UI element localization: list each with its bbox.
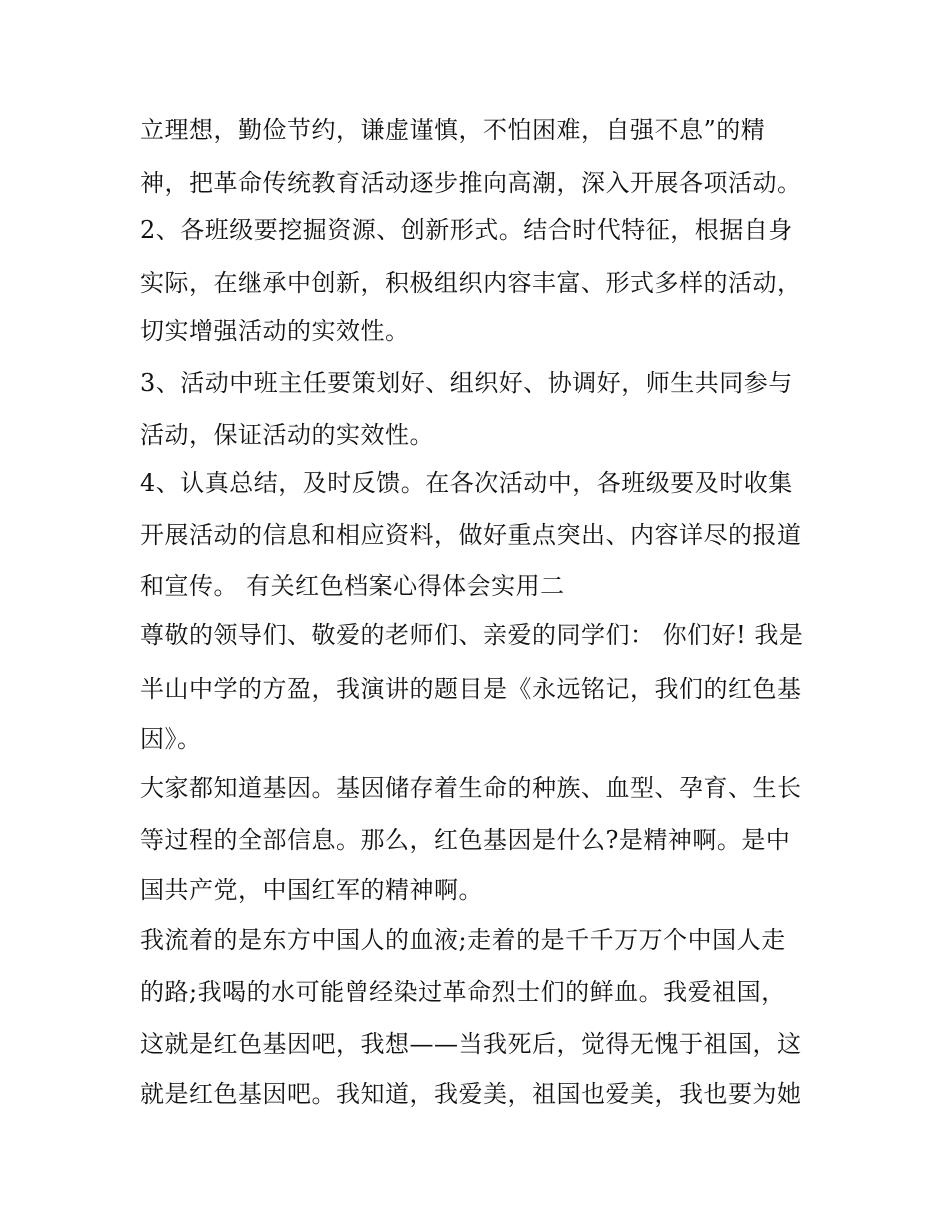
text-line: 4、认真总结，及时反馈。在各次活动中，各班级要及时收集 <box>140 469 793 497</box>
text-line: 这就是红色基因吧，我想——当我死后，觉得无愧于祖国，这 <box>140 1030 802 1058</box>
text-line: 神，把革命传统教育活动逐步推向高潮，深入开展各项活动。 <box>140 169 802 197</box>
text-line: 的路;我喝的水可能曾经染过革命烈士们的鲜血。我爱祖国， <box>140 978 786 1006</box>
text-line: 就是红色基因吧。我知道，我爱美，祖国也爱美，我也要为她 <box>140 1080 802 1108</box>
text-line: 尊敬的领导们、敬爱的老师们、亲爱的同学们： 你们好! 我是 <box>140 621 804 649</box>
text-line: 2、各班级要挖掘资源、创新形式。结合时代特征，根据自身 <box>140 216 793 244</box>
text-line: 我流着的是东方中国人的血液;走着的是千千万万个中国人走 <box>140 926 786 954</box>
text-line: 大家都知道基因。基因储存着生命的种族、血型、孕育、生长 <box>140 774 802 802</box>
text-line: 实际，在继承中创新，积极组织内容丰富、形式多样的活动， <box>140 269 802 297</box>
text-line: 切实增强活动的实效性。 <box>140 317 410 345</box>
text-line: 半山中学的方盈，我演讲的题目是《永远铭记，我们的红色基 <box>140 675 802 703</box>
text-line: 活动，保证活动的实效性。 <box>140 421 434 449</box>
text-line: 因》。 <box>140 725 202 753</box>
text-line: 和宣传。 有关红色档案心得体会实用二 <box>140 572 565 600</box>
text-line: 开展活动的信息和相应资料，做好重点突出、内容详尽的报道 <box>140 521 802 549</box>
text-line: 国共产党，中国红军的精神啊。 <box>140 876 483 904</box>
text-line: 等过程的全部信息。那么，红色基因是什么?是精神啊。是中 <box>140 826 791 854</box>
text-line: 立理想，勤俭节约，谦虚谨慎，不怕困难，自强不息”的精 <box>140 116 766 144</box>
text-line: 3、活动中班主任要策划好、组织好、协调好，师生共同参与 <box>140 369 793 397</box>
